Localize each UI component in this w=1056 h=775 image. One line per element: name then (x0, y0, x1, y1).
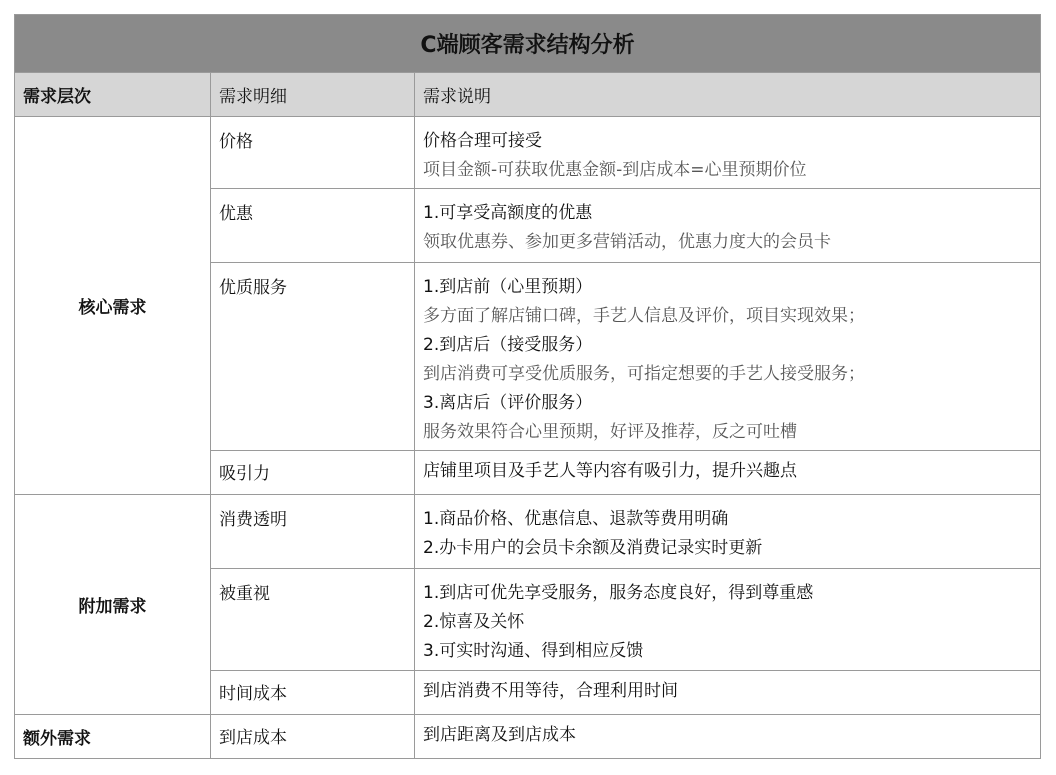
description-cell (415, 569, 1041, 671)
detail-cell: 被重视 (211, 569, 415, 671)
description-line: 3.可实时沟通、得到相应反馈 (423, 641, 644, 661)
title-row (15, 15, 1041, 73)
table-row (15, 117, 1041, 189)
description-line: 2.到店后（接受服务） (423, 335, 593, 355)
description-line: 到店消费可享受优质服务，可指定想要的手艺人接受服务； (423, 364, 865, 384)
group-core: 核心需求 (15, 117, 211, 495)
detail-cell: 到店成本 (211, 715, 415, 759)
description-cell (415, 117, 1041, 189)
table-row (15, 715, 1041, 759)
description-line: 到店消费不用等待，合理利用时间 (423, 681, 678, 701)
detail-cell: 消费透明 (211, 495, 415, 569)
description-line: 1.可享受高额度的优惠 (423, 203, 593, 223)
description-line: 1.商品价格、优惠信息、退款等费用明确 (423, 509, 729, 529)
description-cell (415, 263, 1041, 451)
description-cell (415, 495, 1041, 569)
detail-cell: 价格 (211, 117, 415, 189)
table-row (15, 495, 1041, 569)
header-description: 需求说明 (415, 73, 1041, 117)
description-line: 1.到店前（心里预期） (423, 277, 593, 297)
detail-cell: 吸引力 (211, 451, 415, 495)
description-line: 到店距离及到店成本 (423, 725, 576, 745)
description-line: 店铺里项目及手艺人等内容有吸引力，提升兴趣点 (423, 461, 797, 481)
description-line: 项目金额-可获取优惠金额-到店成本=心里预期价位 (423, 160, 807, 180)
group-extra: 附加需求 (15, 495, 211, 715)
description-line: 领取优惠券、参加更多营销活动，优惠力度大的会员卡 (423, 232, 831, 252)
description-line: 服务效果符合心里预期，好评及推荐，反之可吐槽 (423, 422, 797, 442)
detail-cell: 时间成本 (211, 671, 415, 715)
description-line: 1.到店可优先享受服务，服务态度良好，得到尊重感 (423, 583, 814, 603)
header-row (15, 73, 1041, 117)
requirements-table-container (14, 14, 1040, 759)
detail-cell: 优质服务 (211, 263, 415, 451)
description-cell (415, 451, 1041, 495)
description-cell (415, 189, 1041, 263)
table-title: C端顾客需求结构分析 (15, 15, 1041, 73)
header-level: 需求层次 (15, 73, 211, 117)
description-cell (415, 715, 1041, 759)
description-line: 多方面了解店铺口碑，手艺人信息及评价，项目实现效果； (423, 306, 865, 326)
requirements-table (14, 14, 1041, 759)
description-line: 3.离店后（评价服务） (423, 393, 593, 413)
description-line: 价格合理可接受 (423, 131, 542, 151)
description-cell (415, 671, 1041, 715)
description-line: 2.惊喜及关怀 (423, 612, 525, 632)
header-detail: 需求明细 (211, 73, 415, 117)
detail-cell: 优惠 (211, 189, 415, 263)
group-additional: 额外需求 (15, 715, 211, 759)
description-line: 2.办卡用户的会员卡余额及消费记录实时更新 (423, 538, 763, 558)
